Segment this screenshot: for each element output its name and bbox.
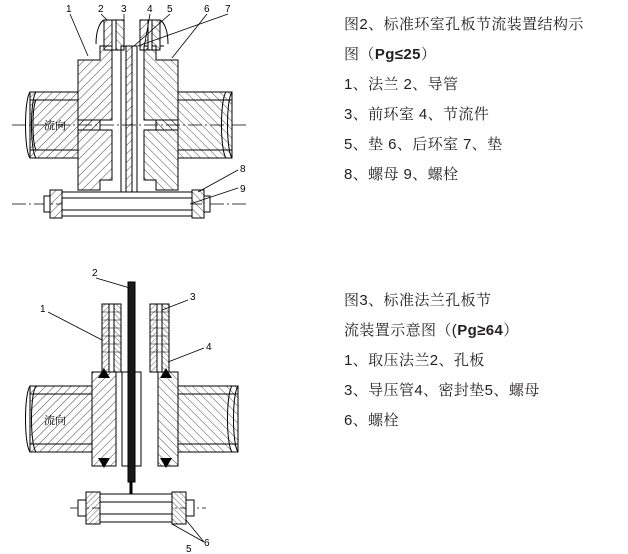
figure2-item-3: 5、垫 6、后环室 7、垫 [344,136,503,153]
figure3-caption-line-1: 图3、标准法兰孔板节 [344,292,492,309]
figure2-drawing [0,0,320,262]
callout-7: 7 [225,4,231,15]
figure2-item-1: 1、法兰 2、导管 [344,76,459,93]
figure3-item-1: 1、取压法兰2、孔板 [344,352,485,369]
figure2-item-2: 3、前环室 4、节流件 [344,106,490,123]
figure2-caption-line-2: 图（Pg≤25） [344,46,437,63]
callout-9: 9 [240,184,246,195]
callout-4-fig3: 4 [206,342,212,353]
callout-6-fig3: 6 [204,538,210,549]
figure3-item-2: 3、导压管4、密封垫5、螺母 [344,382,540,399]
flow-label-fig3: 流向 [44,415,66,427]
callout-2: 2 [98,4,104,15]
callout-1-fig3: 1 [40,304,46,315]
figure3-caption-line-2: 流装置示意图（(Pg≥64） [344,322,519,339]
figure3-drawing [0,262,320,554]
figure2-caption-line-1: 图2、标准环室孔板节流装置结构示 [344,16,584,33]
callout-3-fig3: 3 [190,292,196,303]
callout-6: 6 [204,4,210,15]
callout-8: 8 [240,164,246,175]
figure3-text-block [344,286,622,436]
callout-1: 1 [66,4,72,15]
figure2-svg [0,0,320,262]
figure2-text-block [344,10,622,190]
callout-3: 3 [121,4,127,15]
figure3-svg [0,262,320,554]
callout-4: 4 [147,4,153,15]
callout-5-fig3: 5 [186,544,192,554]
figure3-item-3: 6、螺栓 [344,412,399,429]
figure2-item-4: 8、螺母 9、螺栓 [344,166,459,183]
callout-2-fig3: 2 [92,268,98,279]
flow-label-fig2: 流向 [44,120,66,132]
callout-5: 5 [167,4,173,15]
